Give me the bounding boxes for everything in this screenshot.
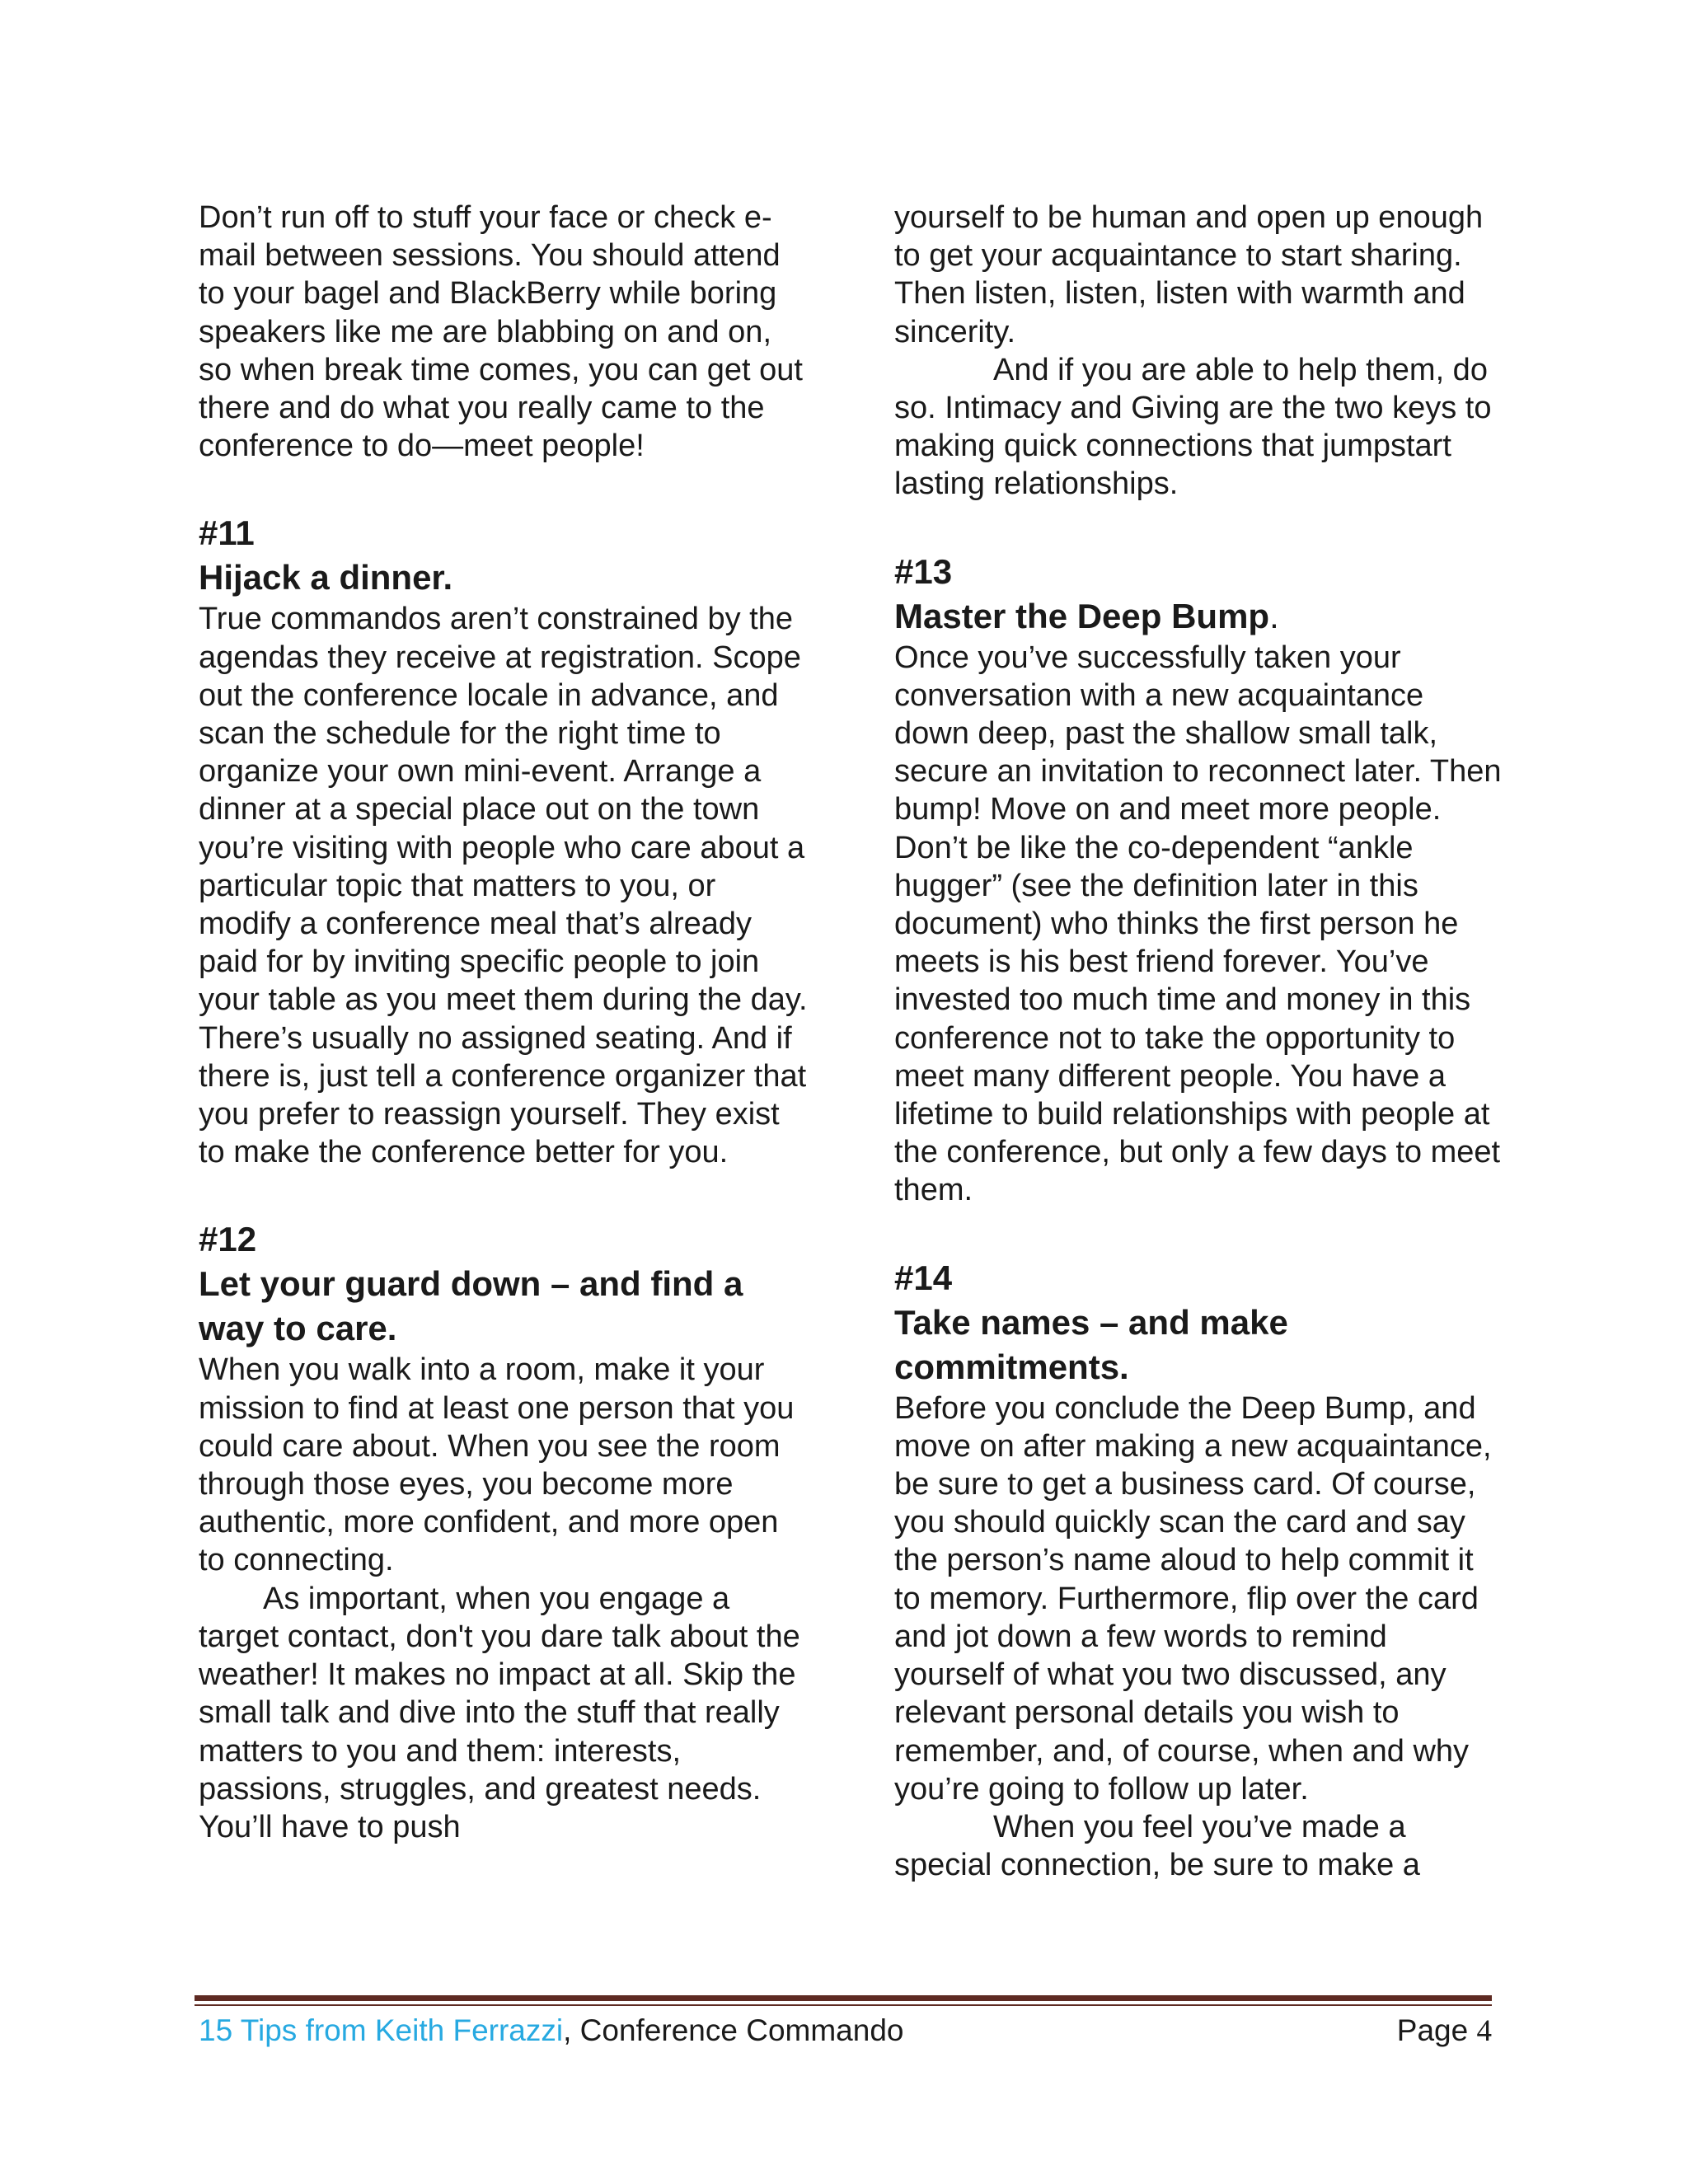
tip-13-title (894, 594, 1504, 639)
tip-14-section (894, 1256, 1504, 1885)
continuation-paragraph-2: And if you are able to help them, do so. Intimacy and Giving are the two keys to making quick connections that jumpstart lasting relationships. (894, 352, 1492, 502)
tip-13-body: Once you’ve successfully taken your conversation with a new acquaintance down deep, past the shallow small talk, secure an invitation to reconnect later. Then bump! Move on and meet more people. Don’t be like the co-dependent “ankle hugger” (see the definition later in this document) who thinks the first person he meets is his best friend forever. You’ve invested too much time and money in this conference not to take the opportunity to meet many different people. You have a lifetime to build relationships with people at the conference, but only a few days to meet them. (894, 640, 1502, 1208)
tip-11-title: Hijack a dinner. (199, 558, 453, 598)
tip-12-body-p2: As important, when you engage a target contact, don't you dare talk about the weather! It makes no impact at all. Skip the small talk and dive into the stuff that really matters to you and them: interests, passions, struggles, and greatest needs. You’ll have to push (199, 1581, 800, 1844)
intro-paragraph: Don’t run off to stuff your face or check e-mail between sessions. You should attend to your bagel and BlackBerry while boring speakers like me are blabbing on and on, so when break time comes, you can get out there and do what you really came to the conference to do—meet people! (199, 200, 803, 464)
right-column (894, 199, 1504, 1884)
tip-12-number: #12 (199, 1220, 257, 1259)
tip-13-title-text: Master the Deep Bump (894, 596, 1270, 635)
tip-11-section (199, 511, 809, 1171)
footer-rule-thick (195, 1995, 1492, 2001)
footer-link[interactable]: 15 Tips from Keith Ferrazzi (199, 2013, 564, 2047)
tip-11-number: #11 (199, 513, 255, 553)
continuation-paragraph-1: yourself to be human and open up enough to get your acquaintance to start sharing. Then listen, listen, listen with warmth and sincerity. (894, 200, 1484, 349)
tip-14-body-p2: When you feel you’ve made a special connection, be sure to make a (894, 1809, 1420, 1883)
tip-11-body: True commandos aren’t constrained by the agendas they receive at registration. Scope out the conference locale in advance, and scan the schedule for the right time to organize your own mini-event. Arrange a dinner at a special place out on the town you’re visiting with people who care about a particular topic that matters to you, or modify a conference meal that’s already paid for by inviting specific people to join your table as you meet them during the day. There’s usually no assigned seating. And if there is, just tell a conference organizer that you prefer to reassign yourself. They exist to make the conference better for you. (199, 602, 808, 1170)
tip-13-title-suffix: . (1269, 596, 1279, 635)
footer-title-rest: , Conference Commando (563, 2013, 904, 2047)
tip-14-number: #14 (894, 1258, 953, 1297)
tip-13-number: #13 (894, 551, 953, 591)
page-number: 4 (1476, 2014, 1492, 2048)
tip-14-body-p1: Before you conclude the Deep Bump, and move on after making a new acquaintance, be sure to get a business card. Of course, you should quickly scan the card and say the person’s name aloud to help commit it to memory. Furthermore, flip over the card and jot down a few words to remind yourself of what you two discussed, any relevant personal details you wish to remember, and, of course, when and why you’re going to follow up later. (894, 1390, 1492, 1807)
tip-12-section (199, 1217, 809, 1846)
page-label: Page (1396, 2013, 1477, 2047)
tip-12-title: Let your guard down – and find a way to care. (199, 1264, 743, 1348)
page-indicator (1397, 2011, 1492, 2051)
left-column (199, 199, 809, 1846)
footer-rule-thin (195, 2004, 1492, 2006)
tip-12-body-p1: When you walk into a room, make it your mission to find at least one person that you could care about. When you see the room through those eyes, you become more authentic, more confident, and more open to connecting. (199, 1352, 795, 1578)
tip-13-section (894, 550, 1504, 1210)
tip-14-title: Take names – and make commitments. (894, 1302, 1288, 1386)
footer-title (199, 2011, 903, 2050)
